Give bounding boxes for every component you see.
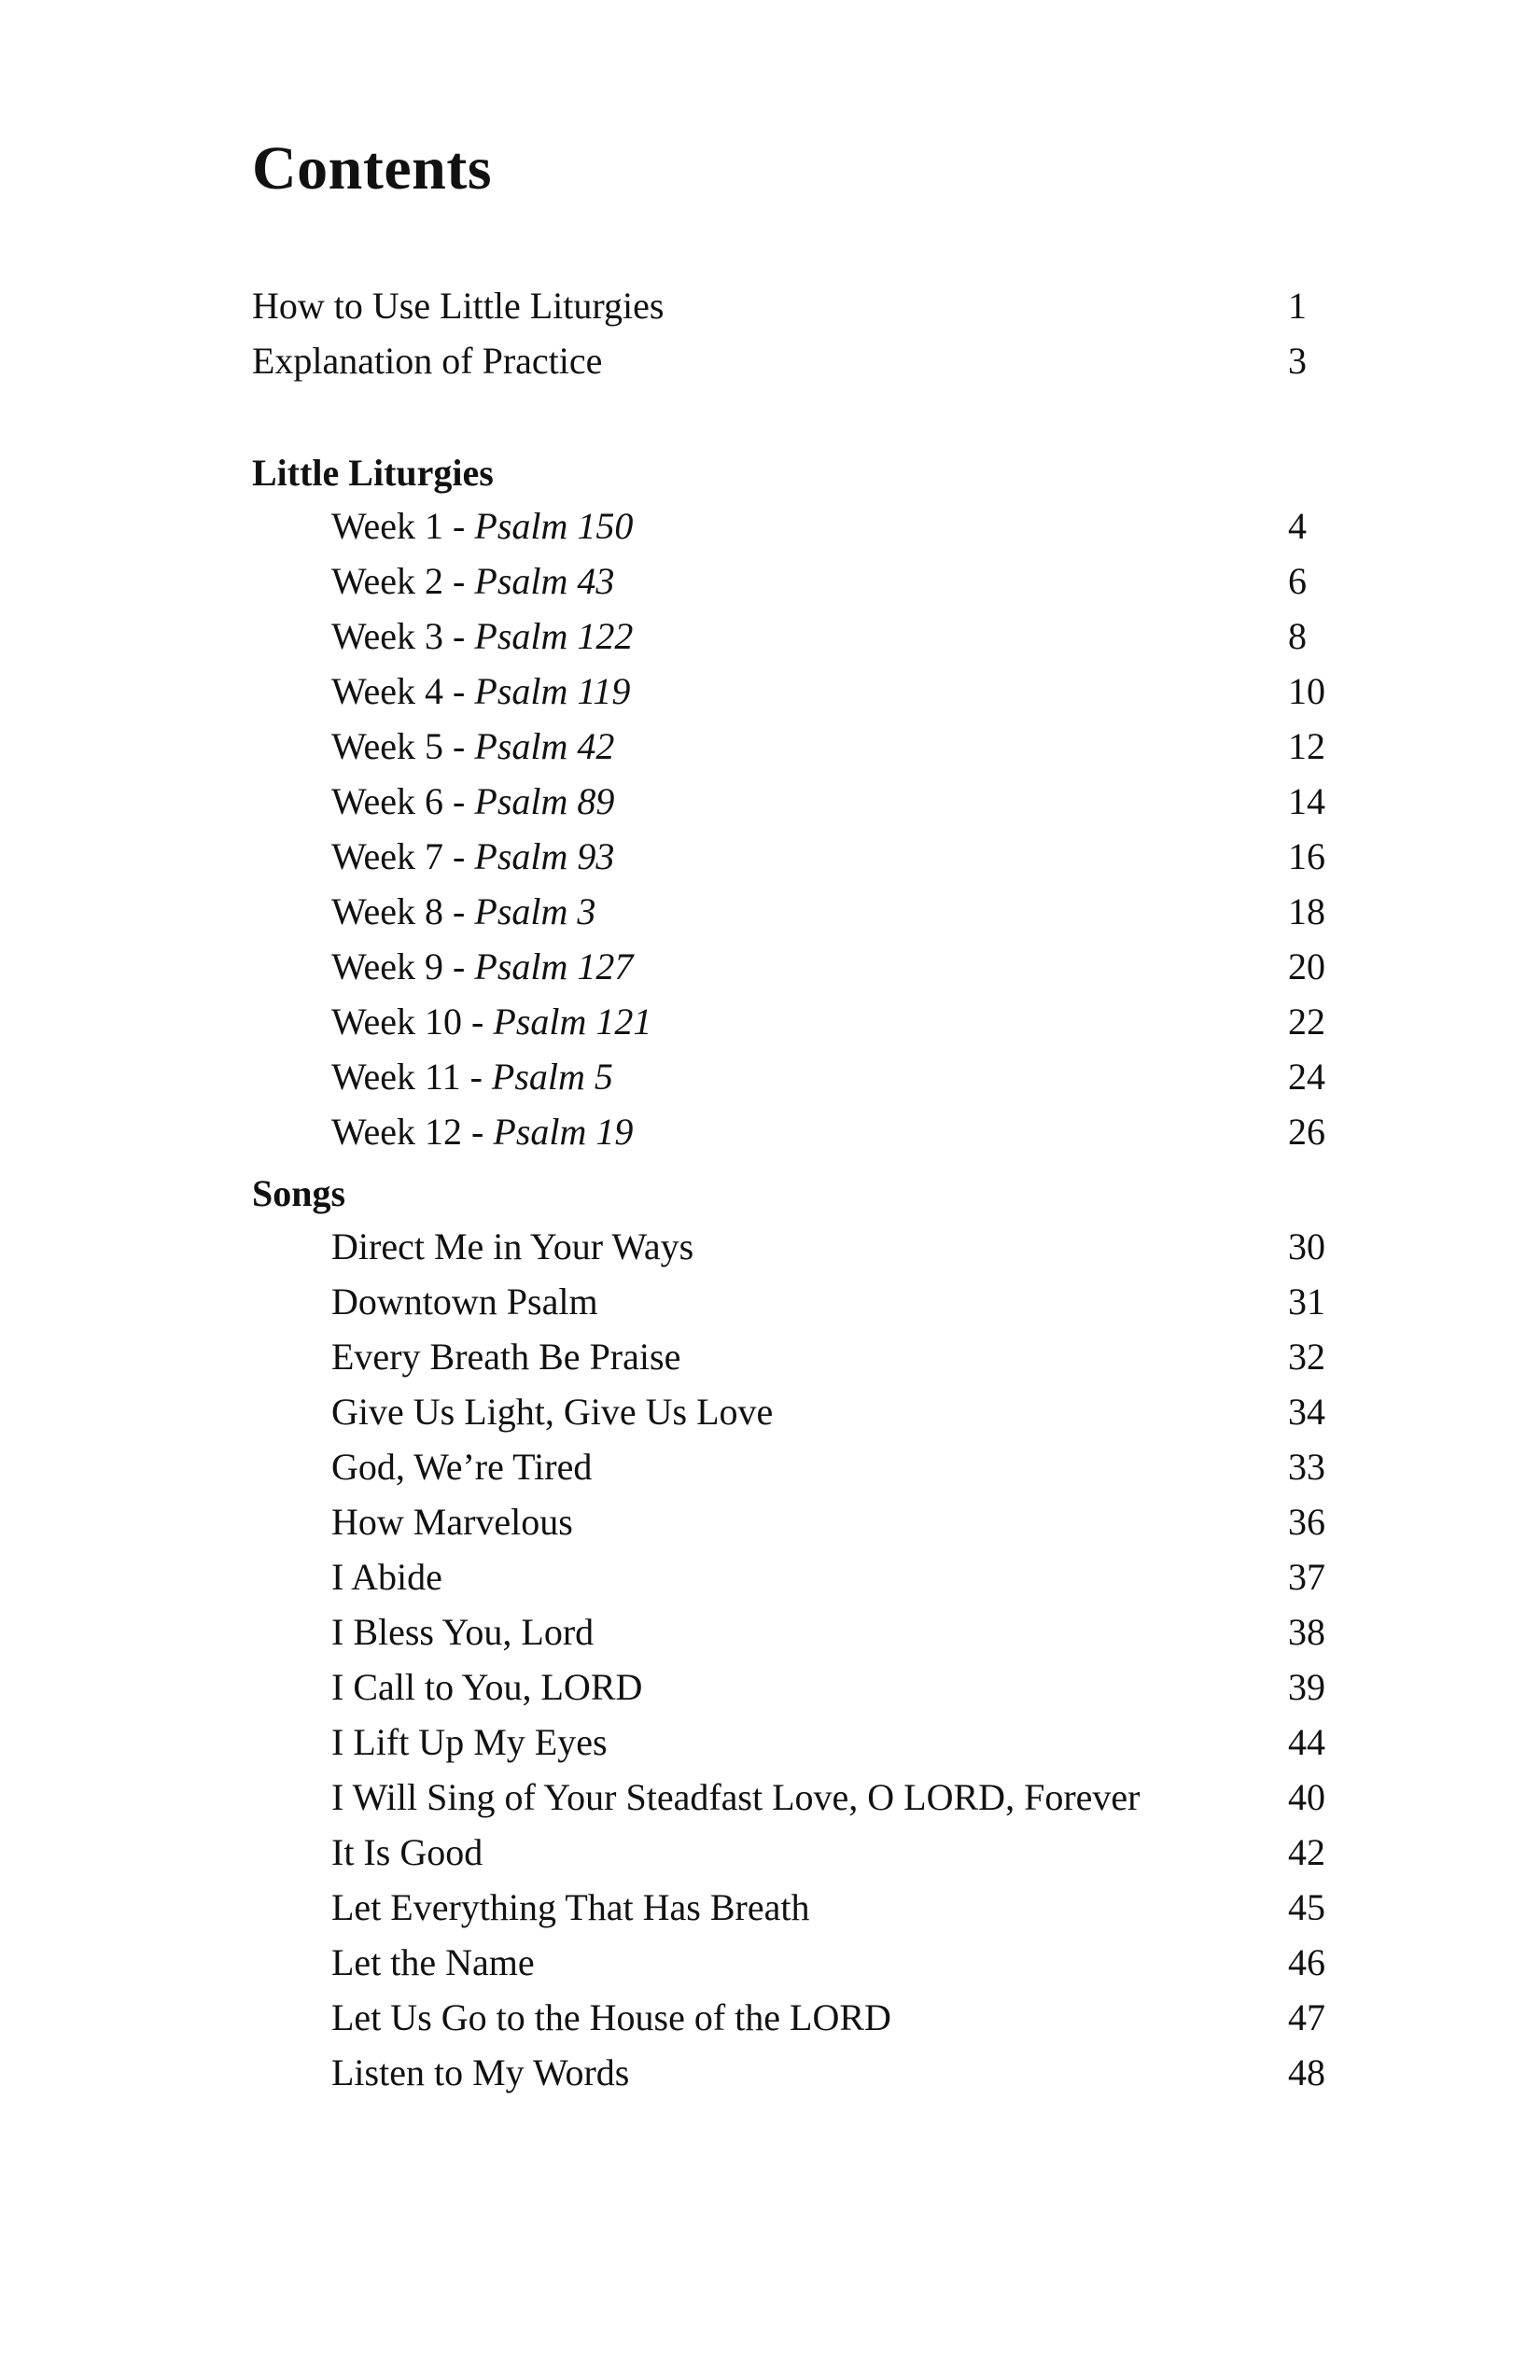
toc-entry-page: 44 [1288,1721,1325,1763]
toc-entry[interactable] [331,1330,1333,1384]
toc-entry-label: I Bless You, Lord [331,1611,595,1653]
toc-entry-page: 22 [1288,1001,1325,1043]
toc-entry[interactable] [331,1050,1333,1104]
toc-entry-label: Week 7 - Psalm 93 [331,835,615,877]
toc-entry[interactable] [331,885,1333,939]
toc-entry-page: 20 [1288,945,1325,987]
toc-entry-label: Listen to My Words [331,2051,630,2093]
page-title: Contents [252,134,493,203]
toc-entry[interactable] [331,720,1333,774]
toc-entry-page: 8 [1288,615,1307,657]
toc-entry-page: 6 [1288,560,1307,602]
toc-entry-page: 45 [1288,1886,1325,1928]
toc-entry-page: 48 [1288,2051,1325,2093]
toc-entry-label: Week 4 - Psalm 119 [331,670,631,712]
toc-entry-page: 10 [1288,670,1325,712]
toc-entry-label: Let Us Go to the House of the LORD [331,1996,891,2038]
toc-entry[interactable] [252,334,1333,388]
toc-entry[interactable] [331,1991,1333,2045]
toc-entry-page: 4 [1288,505,1307,547]
toc-entry[interactable] [331,2046,1333,2100]
toc-entry[interactable] [331,1105,1333,1159]
toc-entry-label: I Will Sing of Your Steadfast Love, O LORD, Forever [331,1776,1141,1818]
toc-entry[interactable] [331,940,1333,994]
toc-entry-page: 12 [1288,725,1325,767]
toc-entry-page: 34 [1288,1391,1325,1433]
toc-entry[interactable] [331,830,1333,884]
toc-entry[interactable] [331,1275,1333,1329]
toc-entry-label: Week 9 - Psalm 127 [331,945,634,987]
toc-entry-label: Direct Me in Your Ways [331,1225,694,1267]
toc-entry[interactable] [331,1440,1333,1494]
toc-entry-page: 47 [1288,1996,1325,2038]
toc-entry[interactable] [331,499,1333,553]
toc-entry[interactable] [331,1660,1333,1715]
section-heading-liturgies: Little Liturgies [252,452,494,494]
toc-entry-label: It Is Good [331,1831,483,1873]
toc-entry-label: How to Use Little Liturgies [252,285,665,327]
toc-entry-label: Week 5 - Psalm 42 [331,725,615,767]
toc-entry-page: 24 [1288,1056,1325,1098]
toc-entry[interactable] [331,609,1333,664]
toc-entry-page: 26 [1288,1111,1325,1153]
toc-entry-page: 42 [1288,1831,1325,1873]
toc-entry-page: 38 [1288,1611,1325,1653]
toc-entry-label: Give Us Light, Give Us Love [331,1391,774,1433]
toc-entry-label: Week 10 - Psalm 121 [331,1001,652,1043]
toc-entry-label: Every Breath Be Praise [331,1336,681,1378]
toc-entry-page: 32 [1288,1336,1325,1378]
toc-entry[interactable] [331,1495,1333,1549]
toc-entry-label: Week 11 - Psalm 5 [331,1056,613,1098]
toc-entry-label: Explanation of Practice [252,340,603,382]
toc-entry-label: Let the Name [331,1941,535,1983]
toc-entry-label: Week 2 - Psalm 43 [331,560,615,602]
toc-entry[interactable] [331,1605,1333,1659]
toc-entry[interactable] [331,995,1333,1049]
toc-entry-label: I Abide [331,1556,442,1598]
toc-entry-label: Let Everything That Has Breath [331,1886,810,1928]
toc-entry[interactable] [331,554,1333,609]
toc-entry-page: 14 [1288,780,1325,822]
toc-entry-page: 18 [1288,890,1325,932]
toc-entry-page: 31 [1288,1281,1325,1323]
toc-entry[interactable] [331,1715,1333,1770]
toc-entry-page: 1 [1288,285,1307,327]
toc-entry[interactable] [331,1220,1333,1274]
toc-entry-page: 16 [1288,835,1325,877]
toc-entry[interactable] [331,1881,1333,1935]
toc-entry[interactable] [331,1936,1333,1990]
toc-entry-label: I Call to You, LORD [331,1666,643,1708]
toc-entry-page: 40 [1288,1776,1325,1818]
toc-entry-label: How Marvelous [331,1501,573,1543]
toc-entry[interactable] [331,1771,1333,1825]
toc-entry[interactable] [331,775,1333,829]
toc-entry-page: 46 [1288,1941,1325,1983]
toc-entry-label: Week 12 - Psalm 19 [331,1111,634,1153]
toc-entry-label: Week 6 - Psalm 89 [331,780,615,822]
section-heading-songs: Songs [252,1172,346,1214]
toc-entry[interactable] [252,279,1333,333]
toc-entry[interactable] [331,1385,1333,1439]
toc-entry-label: Week 1 - Psalm 150 [331,505,634,547]
toc-entry-page: 39 [1288,1666,1325,1708]
toc-entry[interactable] [331,665,1333,719]
toc-entry-label: I Lift Up My Eyes [331,1721,608,1763]
toc-entry-page: 36 [1288,1501,1325,1543]
toc-entry-label: Downtown Psalm [331,1281,598,1323]
toc-entry-page: 3 [1288,340,1307,382]
toc-entry-label: God, We’re Tired [331,1446,593,1488]
toc-entry-label: Week 3 - Psalm 122 [331,615,634,657]
toc-entry[interactable] [331,1826,1333,1880]
toc-entry-page: 30 [1288,1225,1325,1267]
toc-entry-label: Week 8 - Psalm 3 [331,890,596,932]
toc-entry-page: 37 [1288,1556,1325,1598]
toc-entry[interactable] [331,1550,1333,1604]
toc-entry-page: 33 [1288,1446,1325,1488]
